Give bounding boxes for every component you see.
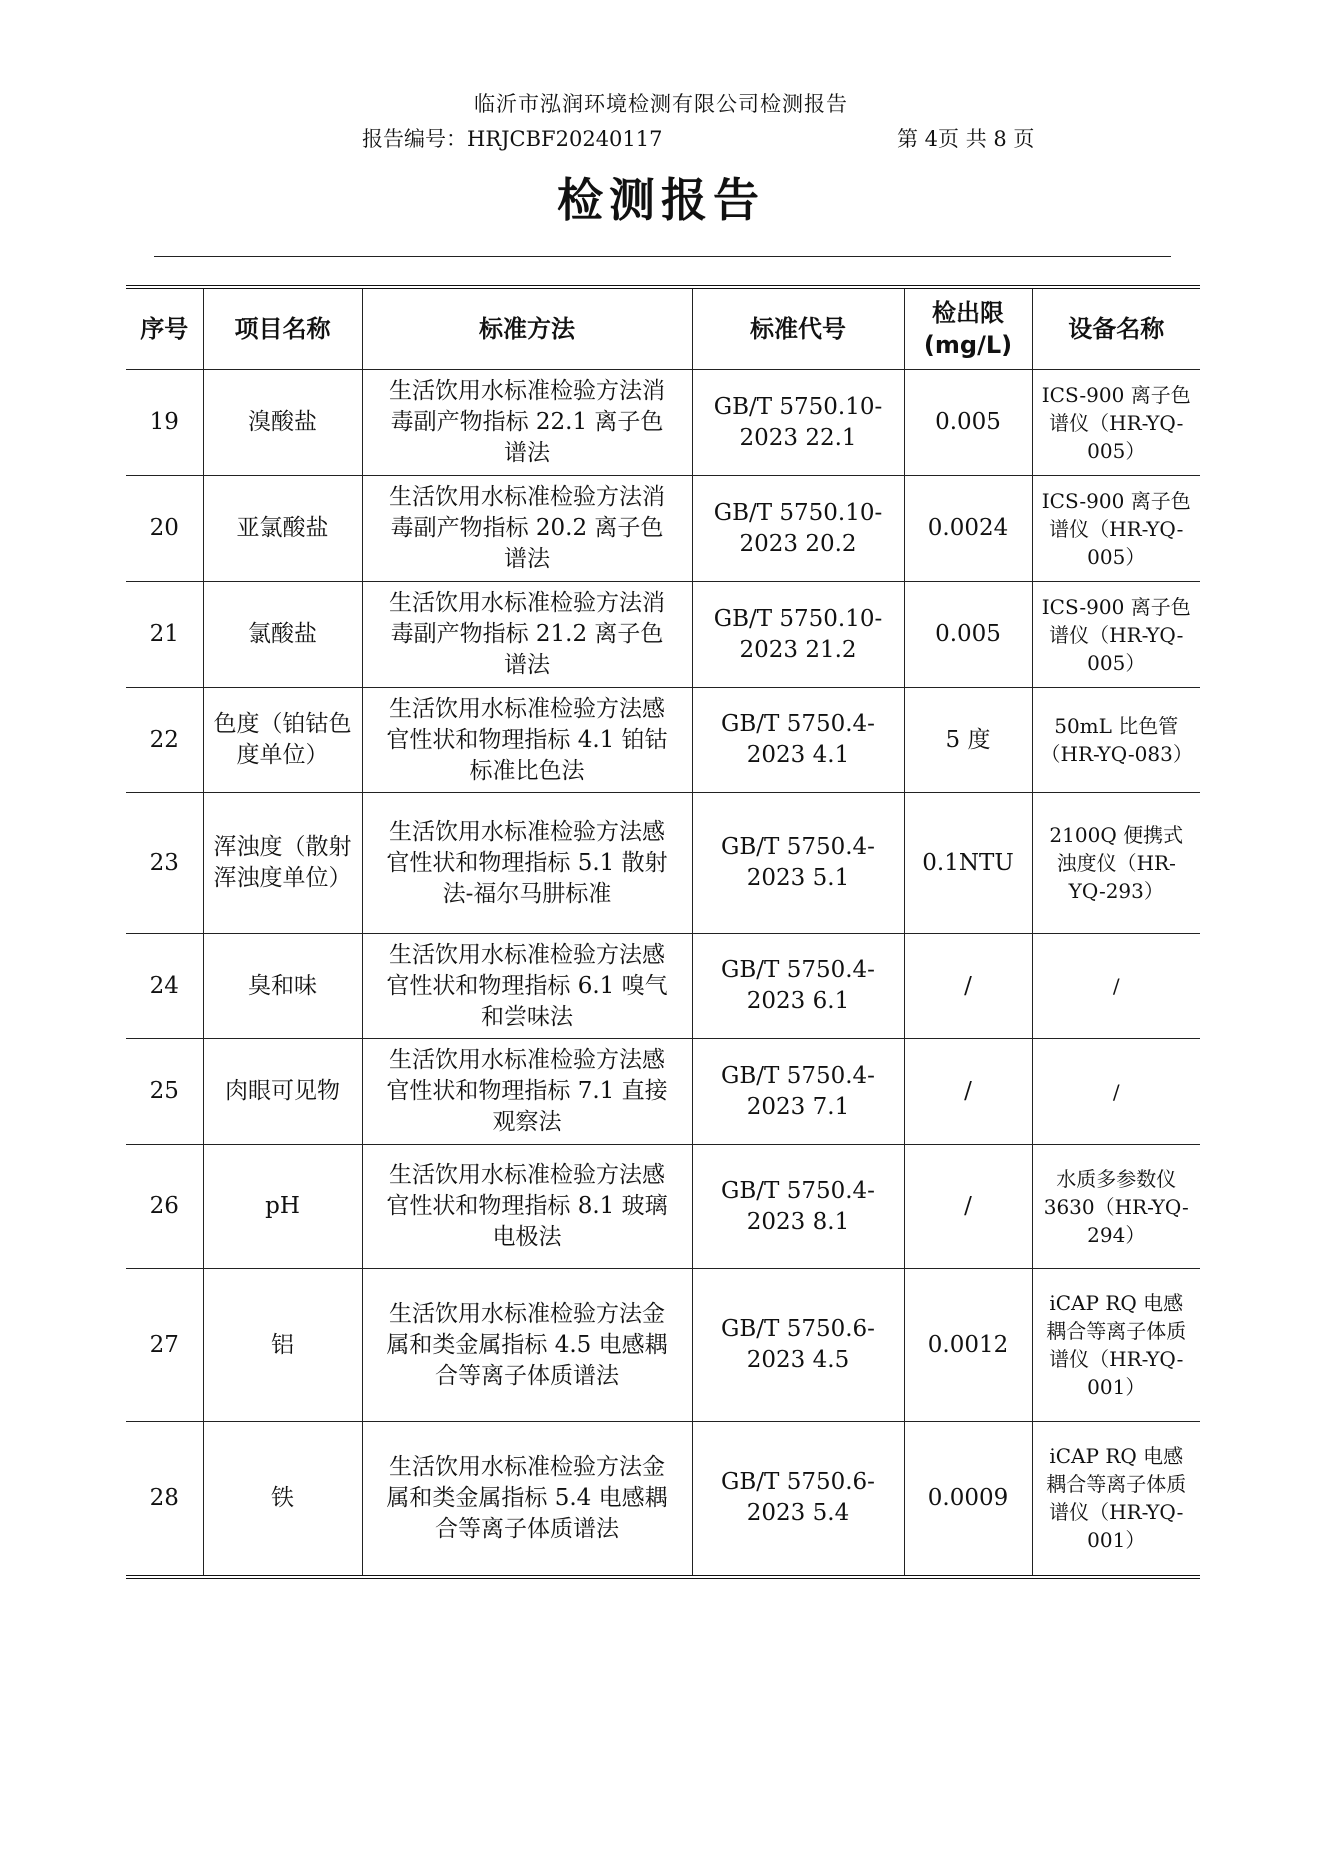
column-header-limit: 检出限 (mg/L) [904, 289, 1032, 370]
results-table-wrapper [126, 285, 1200, 1579]
cell-limit: 0.0009 [904, 1422, 1032, 1575]
cell-limit: 0.005 [904, 370, 1032, 476]
cell-code: GB/T 5750.10-2023 20.2 [692, 476, 904, 582]
table-row [126, 1422, 1200, 1575]
column-header-method: 标准方法 [362, 289, 692, 370]
cell-no: 23 [126, 793, 203, 934]
cell-method: 生活饮用水标准检验方法消毒副产物指标 21.2 离子色谱法 [362, 582, 692, 688]
cell-method: 生活饮用水标准检验方法感官性状和物理指标 7.1 直接观察法 [362, 1039, 692, 1145]
cell-method: 生活饮用水标准检验方法感官性状和物理指标 8.1 玻璃电极法 [362, 1145, 692, 1269]
cell-code: GB/T 5750.4-2023 6.1 [692, 934, 904, 1039]
cell-limit: / [904, 1145, 1032, 1269]
column-header-code: 标准代号 [692, 289, 904, 370]
cell-equipment: iCAP RQ 电感耦合等离子体质谱仪（HR-YQ-001） [1032, 1269, 1200, 1422]
column-header-item: 项目名称 [203, 289, 362, 370]
cell-limit: 0.0012 [904, 1269, 1032, 1422]
cell-equipment: / [1032, 934, 1200, 1039]
page-indicator: 第 4页 共 8 页 [897, 127, 1035, 151]
cell-method: 生活饮用水标准检验方法感官性状和物理指标 4.1 铂钴标准比色法 [362, 688, 692, 793]
cell-code: GB/T 5750.6-2023 5.4 [692, 1422, 904, 1575]
cell-no: 20 [126, 476, 203, 582]
table-row [126, 476, 1200, 582]
cell-code: GB/T 5750.10-2023 22.1 [692, 370, 904, 476]
test-methods-table [126, 289, 1200, 1575]
cell-limit: / [904, 934, 1032, 1039]
cell-code: GB/T 5750.4-2023 8.1 [692, 1145, 904, 1269]
cell-limit: / [904, 1039, 1032, 1145]
column-header-equipment: 设备名称 [1032, 289, 1200, 370]
cell-no: 24 [126, 934, 203, 1039]
cell-item: 氯酸盐 [203, 582, 362, 688]
cell-no: 28 [126, 1422, 203, 1575]
cell-item: 肉眼可见物 [203, 1039, 362, 1145]
cell-method: 生活饮用水标准检验方法消毒副产物指标 22.1 离子色谱法 [362, 370, 692, 476]
cell-no: 27 [126, 1269, 203, 1422]
cell-no: 19 [126, 370, 203, 476]
cell-method: 生活饮用水标准检验方法消毒副产物指标 20.2 离子色谱法 [362, 476, 692, 582]
cell-item: 亚氯酸盐 [203, 476, 362, 582]
table-header-row [126, 289, 1200, 370]
cell-method: 生活饮用水标准检验方法金属和类金属指标 5.4 电感耦合等离子体质谱法 [362, 1422, 692, 1575]
cell-equipment: 水质多参数仪 3630（HR-YQ-294） [1032, 1145, 1200, 1269]
cell-no: 25 [126, 1039, 203, 1145]
table-row [126, 370, 1200, 476]
cell-equipment: / [1032, 1039, 1200, 1145]
table-row [126, 582, 1200, 688]
title-divider [154, 256, 1171, 257]
page-title: 检测报告 [557, 173, 765, 227]
cell-item: 溴酸盐 [203, 370, 362, 476]
table-row [126, 688, 1200, 793]
cell-method: 生活饮用水标准检验方法感官性状和物理指标 5.1 散射法-福尔马肼标准 [362, 793, 692, 934]
cell-equipment: 2100Q 便携式浊度仪（HR-YQ-293） [1032, 793, 1200, 934]
cell-item: 铝 [203, 1269, 362, 1422]
table-row [126, 793, 1200, 934]
cell-no: 22 [126, 688, 203, 793]
cell-code: GB/T 5750.4-2023 5.1 [692, 793, 904, 934]
table-row [126, 1269, 1200, 1422]
cell-equipment: ICS-900 离子色谱仪（HR-YQ-005） [1032, 476, 1200, 582]
table-row [126, 1145, 1200, 1269]
cell-code: GB/T 5750.4-2023 4.1 [692, 688, 904, 793]
cell-method: 生活饮用水标准检验方法金属和类金属指标 4.5 电感耦合等离子体质谱法 [362, 1269, 692, 1422]
cell-no: 21 [126, 582, 203, 688]
cell-code: GB/T 5750.10-2023 21.2 [692, 582, 904, 688]
report-number: 报告编号：HRJCBF20240117 [362, 127, 663, 151]
cell-item: 色度（铂钴色度单位） [203, 688, 362, 793]
cell-item: 浑浊度（散射浑浊度单位） [203, 793, 362, 934]
cell-equipment: ICS-900 离子色谱仪（HR-YQ-005） [1032, 582, 1200, 688]
column-header-no: 序号 [126, 289, 203, 370]
cell-limit: 0.1NTU [904, 793, 1032, 934]
company-report-header: 临沂市泓润环境检测有限公司检测报告 [474, 92, 848, 116]
cell-item: 铁 [203, 1422, 362, 1575]
cell-item: 臭和味 [203, 934, 362, 1039]
cell-equipment: ICS-900 离子色谱仪（HR-YQ-005） [1032, 370, 1200, 476]
cell-equipment: 50mL 比色管（HR-YQ-083） [1032, 688, 1200, 793]
cell-no: 26 [126, 1145, 203, 1269]
table-row [126, 934, 1200, 1039]
cell-code: GB/T 5750.6-2023 4.5 [692, 1269, 904, 1422]
cell-item: pH [203, 1145, 362, 1269]
cell-limit: 5 度 [904, 688, 1032, 793]
cell-code: GB/T 5750.4-2023 7.1 [692, 1039, 904, 1145]
cell-equipment: iCAP RQ 电感耦合等离子体质谱仪（HR-YQ-001） [1032, 1422, 1200, 1575]
cell-method: 生活饮用水标准检验方法感官性状和物理指标 6.1 嗅气和尝味法 [362, 934, 692, 1039]
table-row [126, 1039, 1200, 1145]
cell-limit: 0.0024 [904, 476, 1032, 582]
cell-limit: 0.005 [904, 582, 1032, 688]
